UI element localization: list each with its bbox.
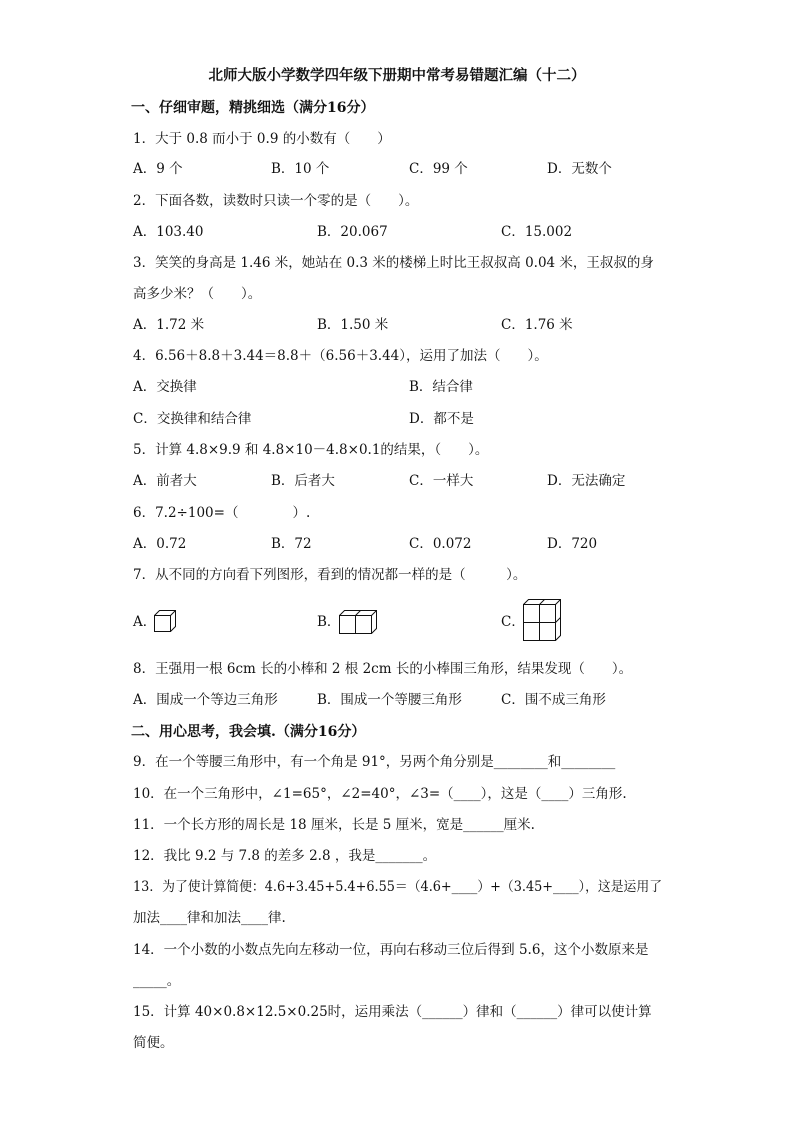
q7-option-c[interactable]: C． — [501, 614, 525, 630]
section-heading-1: 一、仔细审题，精挑细选（满分16分） — [131, 100, 375, 116]
q4-option-c[interactable]: C．交换律和结合律 — [133, 411, 252, 427]
q6-option-c[interactable]: C．0.072 — [409, 536, 472, 552]
two-cube-figure — [338, 609, 378, 635]
q8-option-a[interactable]: A．围成一个等边三角形 — [133, 692, 278, 708]
q3-option-c[interactable]: C．1.76 米 — [501, 317, 573, 333]
q6-option-d[interactable]: D．720 — [547, 536, 598, 552]
question-3-line-1: 3．笑笑的身高是 1.46 米，她站在 0.3 米的楼梯上时比王叔叔高 0.04 米，王叔叔的身 — [133, 255, 654, 271]
q7-option-a[interactable]: A． — [133, 614, 157, 630]
question-3-line-2: 高多少米？（ ）。 — [133, 286, 262, 302]
question-8: 8．王强用一根 6cm 长的小棒和 2 根 2cm 长的小棒围三角形，结果发现（ ）。 — [133, 661, 633, 677]
q4-option-d[interactable]: D．都不是 — [409, 411, 474, 427]
q7-option-b[interactable]: B． — [317, 614, 341, 630]
question-15-line-2: 简便。 — [133, 1035, 174, 1051]
q1-option-c[interactable]: C．99 个 — [409, 161, 468, 177]
question-6: 6．7.2÷100=（ ）. — [133, 505, 311, 521]
q5-option-a[interactable]: A．前者大 — [133, 473, 197, 489]
q8-option-b[interactable]: B．围成一个等腰三角形 — [317, 692, 462, 708]
q8-option-c[interactable]: C．围不成三角形 — [501, 692, 606, 708]
q5-option-b[interactable]: B．后者大 — [271, 473, 335, 489]
question-14-line-1: 14．一个小数的小数点先向左移动一位，再向右移动三位后得到 5.6，这个小数原来是 — [133, 942, 649, 958]
q4-option-a[interactable]: A．交换律 — [133, 379, 197, 395]
q5-option-c[interactable]: C．一样大 — [409, 473, 474, 489]
question-5: 5．计算 4.8×9.9 和 4.8×10－4.8×0.1的结果，（ ）。 — [133, 442, 489, 458]
question-7: 7．从不同的方向看下列图形，看到的情况都一样的是（ ）。 — [133, 567, 527, 583]
q1-option-d[interactable]: D．无数个 — [547, 161, 612, 177]
question-1: 1．大于 0.8 而小于 0.9 的小数有（ ） — [133, 131, 391, 147]
q1-option-a[interactable]: A．9 个 — [133, 161, 183, 177]
question-14-line-2: _____。 — [133, 973, 181, 989]
four-cube-figure — [522, 598, 562, 642]
question-13-line-1: 13．为了使计算简便：4.6+3.45+5.4+6.55＝（4.6+____）+（3.45+____），这是运用了 — [133, 879, 663, 895]
question-9: 9．在一个等腰三角形中，有一个角是 91°，另两个角分别是________和________ — [133, 754, 616, 770]
q1-option-b[interactable]: B．10 个 — [271, 161, 330, 177]
q3-option-b[interactable]: B．1.50 米 — [317, 317, 389, 333]
question-11: 11．一个长方形的周长是 18 厘米，长是 5 厘米，宽是______厘米. — [133, 817, 535, 833]
single-cube-figure — [153, 609, 177, 633]
q6-option-a[interactable]: A．0.72 — [133, 536, 187, 552]
question-15-line-1: 15．计算 40×0.8×12.5×0.25时，运用乘法（______）律和（______）律可以使计算 — [133, 1004, 652, 1020]
page-title: 北师大版小学数学四年级下册期中常考易错题汇编（十二） — [208, 67, 586, 84]
q2-option-b[interactable]: B．20.067 — [317, 224, 388, 240]
section-heading-2: 二、用心思考，我会填.（满分16分） — [131, 724, 366, 740]
q2-option-a[interactable]: A．103.40 — [133, 224, 204, 240]
q2-option-c[interactable]: C．15.002 — [501, 224, 573, 240]
question-4: 4．6.56＋8.8＋3.44＝8.8＋（6.56＋3.44），运用了加法（ ）。 — [133, 348, 548, 364]
q6-option-b[interactable]: B．72 — [271, 536, 312, 552]
question-2: 2．下面各数，读数时只读一个零的是（ ）。 — [133, 193, 419, 209]
q4-option-b[interactable]: B．结合律 — [409, 379, 473, 395]
q5-option-d[interactable]: D．无法确定 — [547, 473, 626, 489]
question-10: 10．在一个三角形中，∠1=65°，∠2=40°，∠3=（____），这是（____）三角形. — [133, 786, 627, 802]
question-12: 12．我比 9.2 与 7.8 的差多 2.8 ，我是_______。 — [133, 848, 437, 864]
q3-option-a[interactable]: A．1.72 米 — [133, 317, 205, 333]
question-13-line-2: 加法____律和加法____律. — [133, 910, 286, 926]
